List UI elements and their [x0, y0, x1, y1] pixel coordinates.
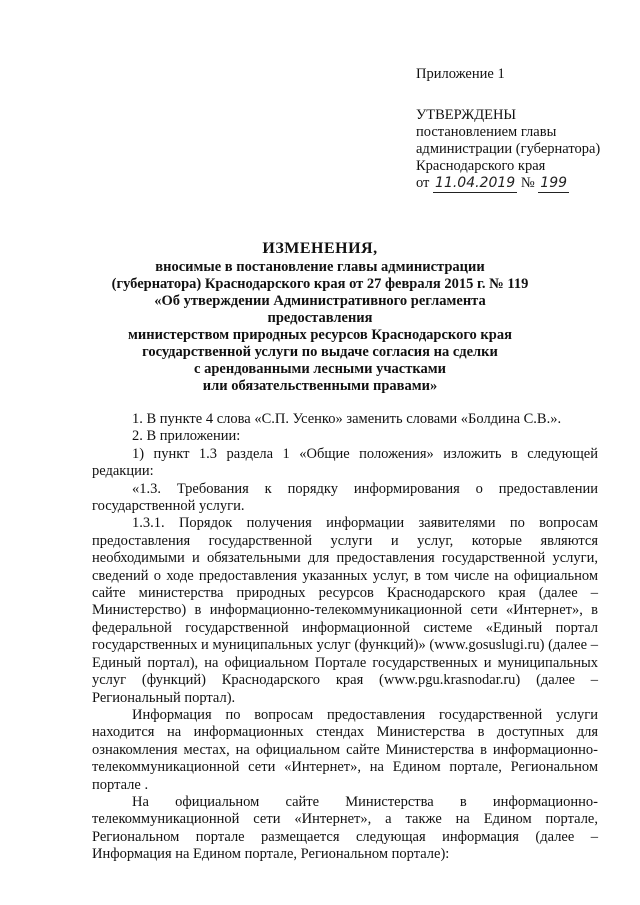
approval-line: администрации (губернатора) [416, 141, 601, 157]
approval-line: Краснодарского края [416, 158, 546, 174]
title-line: государственной услуги по выдаче согласия на сделки [142, 344, 498, 360]
number-prefix: № [520, 175, 535, 191]
body-paragraph: 1. В пункте 4 слова «С.П. Усенко» заменить словами «Болдина С.В.». [132, 411, 562, 427]
handwritten-number: 199 [540, 175, 568, 191]
title-line: «Об утверждении Административного регламента предоставления [154, 293, 486, 326]
handwritten-date: 11.04.2019 [435, 175, 516, 191]
title-line: с арендованными лесными участками [194, 361, 446, 377]
approval-date-number [416, 175, 626, 193]
approval-line: постановлением главы [416, 124, 557, 140]
date-prefix: от [416, 175, 430, 191]
body-paragraph: «1.3. Требования к порядку информирования о предоставлении государственной услуги. [92, 480, 598, 515]
approved-heading: УТВЕРЖДЕНЫ [416, 107, 517, 123]
body-paragraph: 1.3.1. Порядок получения информации заявителями по вопросам предоставления государственной услуги и услуг, которые являются необходимыми и обязательными для предоставления государственной услуги, сведений о ходе предоставления указанных услуг, в том числе на официальном сайте министерства природных ресурсов Краснодарского края (далее – Министерство) в информационно-телекоммуникационной сети «Интернет», в федеральной государственной информационной системе «Единый портал государственных и муниципальных услуг (функций)» (www.gosuslugi.ru) (далее – Единый портал), на официальном Портале государственных и муниципальных услуг (функций) Краснодарского края (www.pgu.krasnodar.ru) (далее – Региональный портал). [92, 515, 598, 706]
title-line: (губернатора) Краснодарского края от 27 февраля 2015 г. № 119 [111, 276, 529, 292]
body-paragraph: 2. В приложении: [132, 428, 241, 445]
approval-block [416, 66, 626, 193]
title-line: или обязательственными правами» [202, 378, 438, 394]
document-title [100, 240, 540, 395]
title-line: вносимые в постановление главы администрации [155, 259, 485, 275]
title-line: министерством природных ресурсов Краснодарского края [128, 327, 512, 343]
body-paragraph: На официальном сайте Министерства в информационно-телекоммуникационной сети «Интернет», а также на Едином портале, Региональном портале размещается следующая информация (далее – Информация на Едином портале, Региональном портале): [92, 793, 598, 863]
document-body [92, 411, 598, 864]
body-paragraph: 1) пункт 1.3 раздела 1 «Общие положения» изложить в следующей редакции: [92, 445, 598, 480]
body-paragraph: Информация по вопросам предоставления государственной услуги находится на информационных стендах Министерства в доступных для ознакомления местах, на официальном сайте Министерства в информационно-телекоммуникационной сети «Интернет», на Едином портале, Региональном портале . [92, 706, 598, 793]
appendix-label: Приложение 1 [416, 66, 505, 82]
title-heading: ИЗМЕНЕНИЯ, [262, 240, 378, 257]
